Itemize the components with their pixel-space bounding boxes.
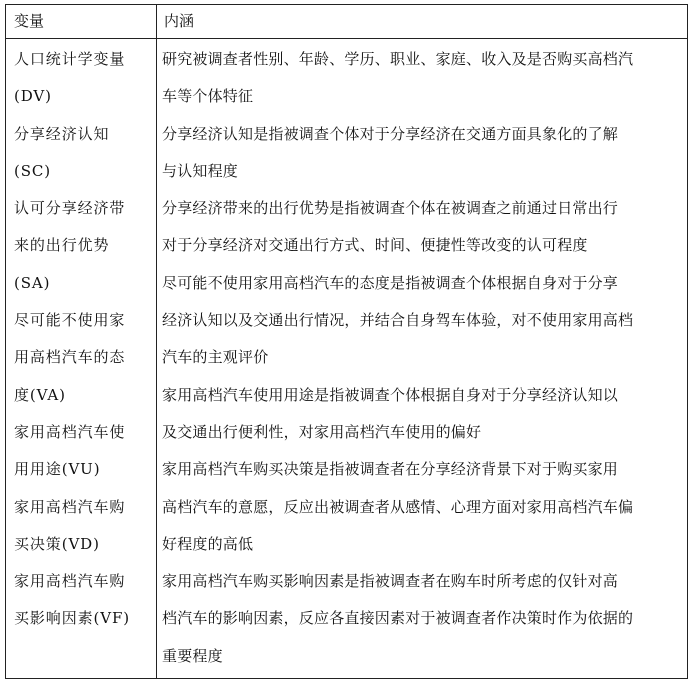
variable-line: 分享经济认知 xyxy=(14,124,110,143)
variable-line: (SA) xyxy=(14,273,51,292)
variable-line: 家用高档汽车购 xyxy=(14,572,126,591)
variable-line: 认可分享经济带 xyxy=(14,199,126,218)
variable-line: 用用途(VU) xyxy=(14,460,101,479)
variable-column xyxy=(14,41,150,638)
meaning-line: 与认知程度 xyxy=(162,161,239,180)
meaning-line: 家用高档汽车购买决策是指被调查者在分享经济背景下对于购买家用 xyxy=(162,460,619,479)
variable-line: 来的出行优势 xyxy=(14,236,110,255)
meaning-line: 家用高档汽车购买影响因素是指被调查者在购车时所考虑的仅针对高 xyxy=(162,572,619,591)
meaning-line: 研究被调查者性别、年龄、学历、职业、家庭、收入及是否购买高档汽 xyxy=(162,50,634,68)
meaning-line: 对于分享经济对交通出行方式、时间、便捷性等改变的认可程度 xyxy=(162,236,588,255)
variable-line: (DV) xyxy=(14,87,52,106)
variable-line: (SC) xyxy=(14,161,52,180)
header-variable: 变量 xyxy=(14,12,45,30)
variable-line: 尽可能不使用家 xyxy=(14,311,126,330)
meaning-line: 及交通出行便利性，对家用高档汽车使用的偏好 xyxy=(162,422,482,441)
variable-line: 家用高档汽车购 xyxy=(14,497,126,516)
variable-line: 度(VA) xyxy=(14,385,66,404)
variable-line: 买决策(VD) xyxy=(14,534,100,553)
meaning-line: 家用高档汽车使用用途是指被调查个体根据自身对于分享经济认知以 xyxy=(162,385,619,404)
header-meaning: 内涵 xyxy=(164,12,195,30)
meaning-line: 重要程度 xyxy=(162,646,223,665)
variable-line: 人口统计学变量 xyxy=(14,50,126,68)
variables-table xyxy=(5,4,688,679)
meaning-line: 汽车的主观评价 xyxy=(162,348,269,367)
meaning-line: 分享经济认知是指被调查个体对于分享经济在交通方面具象化的了解 xyxy=(162,124,619,143)
meaning-line: 分享经济带来的出行优势是指被调查个体在被调查之前通过日常出行 xyxy=(162,199,619,218)
meaning-line: 好程度的高低 xyxy=(162,534,254,553)
meaning-column xyxy=(162,41,684,675)
meaning-line: 车等个体特征 xyxy=(162,87,254,106)
header-divider xyxy=(6,38,687,39)
meaning-line: 档汽车的影响因素，反应各直接因素对于被调查者作决策时作为依据的 xyxy=(162,609,634,628)
meaning-line: 经济认知以及交通出行情况，并结合自身驾车体验，对不使用家用高档 xyxy=(162,311,634,330)
variable-line: 家用高档汽车使 xyxy=(14,422,126,441)
column-divider xyxy=(156,5,157,678)
variable-line: 买影响因素(VF) xyxy=(14,609,131,628)
meaning-line: 尽可能不使用家用高档汽车的态度是指被调查个体根据自身对于分享 xyxy=(162,273,619,292)
meaning-line: 高档汽车的意愿，反应出被调查者从感情、心理方面对家用高档汽车偏 xyxy=(162,497,634,516)
variable-line: 用高档汽车的态 xyxy=(14,348,126,367)
